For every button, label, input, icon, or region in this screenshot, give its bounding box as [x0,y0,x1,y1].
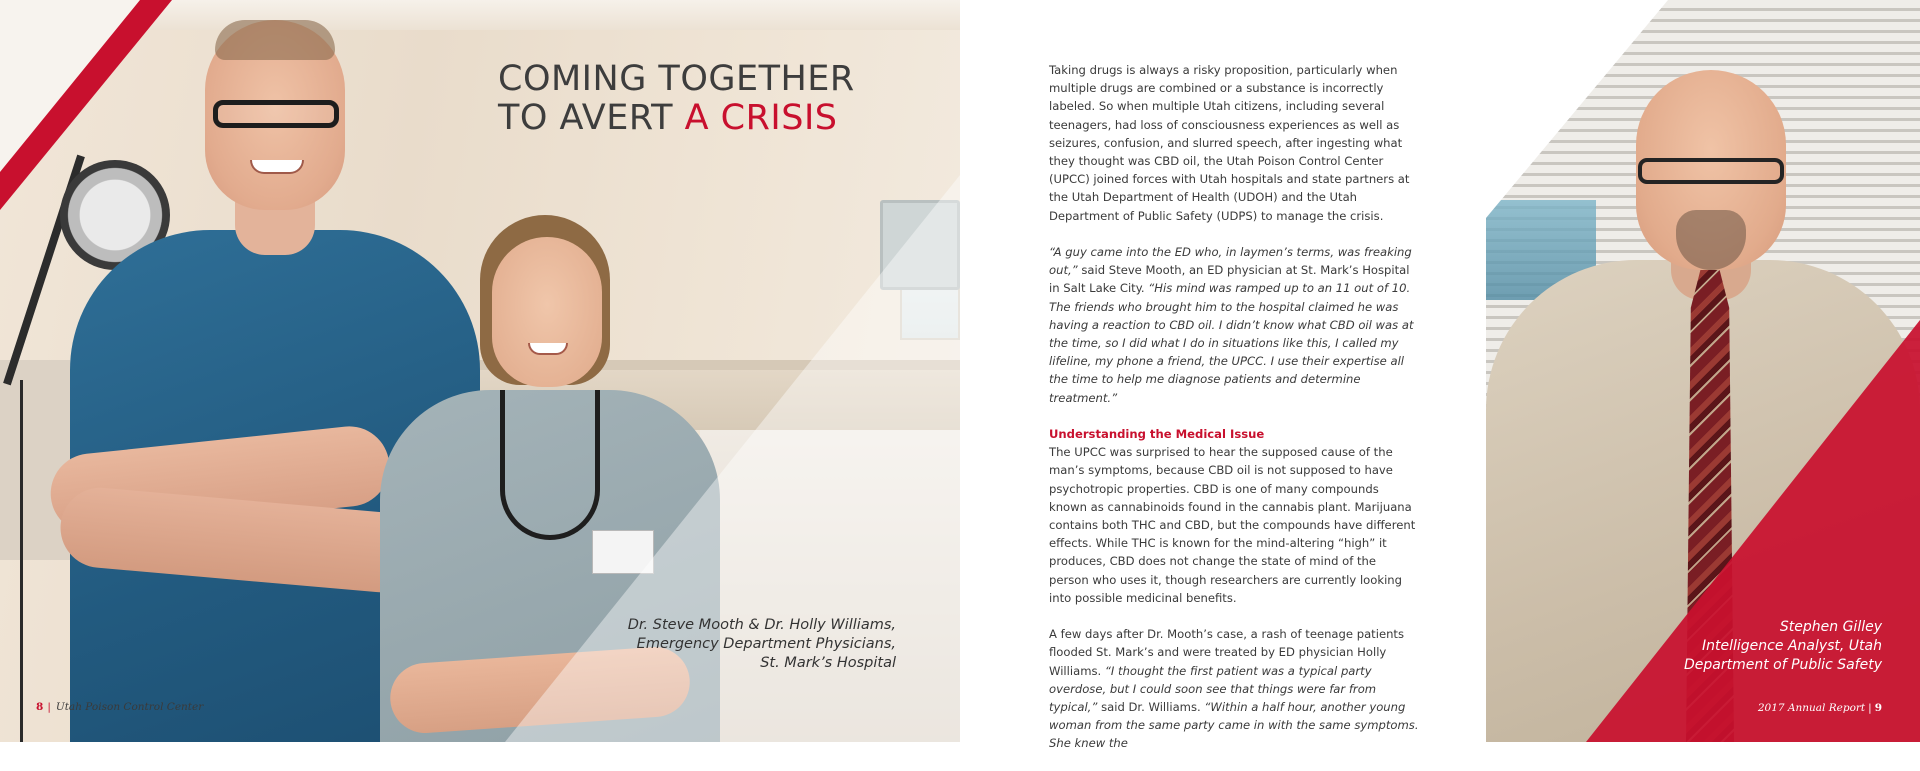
paragraph: Taking drugs is always a risky proposition, particularly when multiple drugs are combined or a substance is incorrectly labeled. So when multiple Utah citizens, including several teenagers, had loss of consciousness experiences as well as seizures, confusion, and slurred speech, after ingesting what they thought was CBD oil, the Utah Poison Control Center (UPCC) joined forces with Utah hospitals and state partners at the Utah Department of Health (UDOH) and the Utah Department of Public Safety (UDPS) to manage the crisis. [1049,63,1410,223]
stethoscope [500,390,600,540]
caption-line: Emergency Department Physicians, [636,636,896,652]
caption-line: Department of Public Safety [1683,657,1882,673]
id-badge [592,530,654,574]
title-line-2-accent: A CRISIS [684,98,838,138]
right-photo-panel [1486,0,1920,742]
caption-line: Intelligence Analyst, Utah [1702,638,1882,654]
glasses [1638,158,1784,184]
smile [250,160,304,174]
text-run: said Dr. Williams. [1097,700,1205,715]
page-folio-left [36,701,203,713]
folio-separator: | [1868,702,1872,714]
folio-publication: Utah Poison Control Center [55,701,204,713]
photo-caption-left [536,616,896,673]
caption-line: St. Mark’s Hospital [760,655,896,671]
page-number: 8 [36,701,44,713]
article-body [1049,61,1419,771]
quote: “A guy came into the ED who, in laymen’s terms, was freaking out,” [1049,245,1412,278]
smile [528,343,568,355]
section-heading: Understanding the Medical Issue [1049,427,1265,442]
head [492,237,602,387]
quote: “I thought the first patient was a typical party overdose, but I could soon see that things were far from typical,” [1049,663,1377,715]
paragraph [1049,243,1419,407]
folio-separator: | [47,701,51,713]
page-number: 9 [1874,702,1882,714]
quote: “Within a half hour, another young woman from the same party came in with the same symptoms. She knew the [1049,700,1419,751]
glasses [213,100,339,128]
paragraph: The UPCC was surprised to hear the supposed cause of the man’s symptoms, because CBD oil is not supposed to have psychotropic properties. CBD is one of many compounds known as cannabinoids found in the cannabis plant. Marijuana contains both THC and CBD, but the compounds have different effects. While THC is known for the mind-altering “high” it produces, CBD does not change the state of mind of the person who uses it, though researchers are currently looking into possible medicinal benefits. [1049,445,1416,605]
left-page [0,0,960,742]
title-line-1: COMING TOGETHER [498,59,855,99]
page-title [498,60,855,138]
page-folio-right [1758,702,1882,714]
paragraph [1049,625,1419,752]
text-run: said Steve Mooth, an ED physician at St. Mark’s Hospital in Salt Lake City. [1049,263,1410,296]
caption-line: Stephen Gilley [1779,619,1882,635]
title-line-2-prefix: TO AVERT [498,98,685,138]
photo-caption-right [1582,618,1882,675]
text-run: A few days after Dr. Mooth’s case, a rash of teenage patients flooded St. Mark’s and were treated by ED physician Holly Williams. [1049,627,1405,678]
lamp-cord [20,380,23,742]
folio-publication: 2017 Annual Report [1757,702,1866,714]
quote: “His mind was ramped up to an 11 out of 10. The friends who brought him to the hospital claimed he was having a reaction to CBD oil. I didn’t know what CBD oil was at the time, so I did what I do in situations like this, I called my lifeline, my phone a friend, the UPCC. I use their expertise all the time to help me diagnose patients and determine treatment.” [1049,281,1414,405]
hair [215,20,335,60]
caption-line: Dr. Steve Mooth & Dr. Holly Williams, [627,617,896,633]
